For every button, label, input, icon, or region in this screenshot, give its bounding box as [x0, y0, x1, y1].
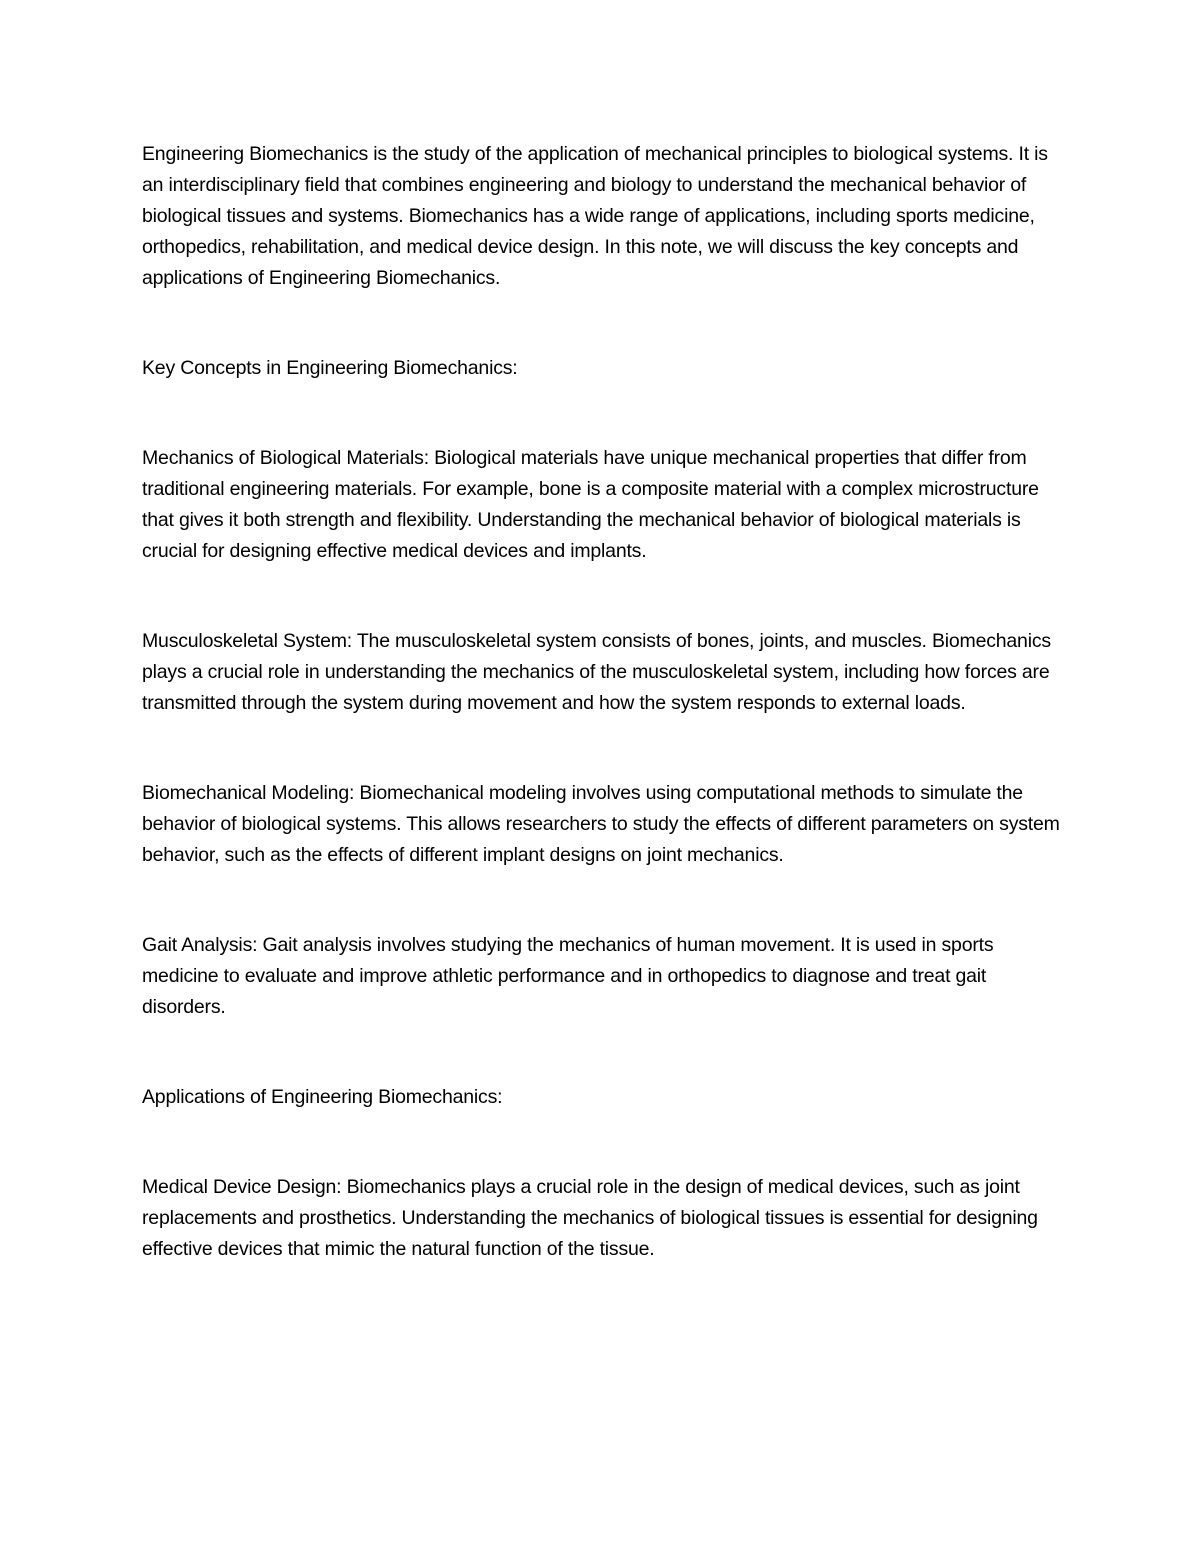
concept-paragraph-materials: Mechanics of Biological Materials: Biological materials have unique mechanical properties that differ from traditional engineering materials. For example, bone is a composite material with a complex microstructure that gives it both strength and flexibility. Understanding the mechanical behavior of biological materials is crucial for designing effective medical devices and implants.: [142, 447, 1039, 562]
paragraph-spacer: [142, 1023, 1067, 1082]
concept-paragraph-gait: Gait Analysis: Gait analysis involves studying the mechanics of human movement. It is used in sports medicine to evaluate and improve athletic performance and in orthopedics to diagnose and treat gait disorders.: [142, 934, 994, 1018]
intro-paragraph: Engineering Biomechanics is the study of the application of mechanical principles to biological systems. It is an interdisciplinary field that combines engineering and biology to understand the mechanical behavior of biological tissues and systems. Biomechanics has a wide range of applications, including sports medicine, orthopedics, rehabilitation, and medical device design. In this note, we will discuss the key concepts and applications of Engineering Biomechanics.: [142, 143, 1048, 289]
paragraph-spacer: [142, 719, 1067, 778]
concept-paragraph-modeling: Biomechanical Modeling: Biomechanical modeling involves using computational methods to simulate the behavior of biological systems. This allows researchers to study the effects of different parameters on system behavior, such as the effects of different implant designs on joint mechanics.: [142, 782, 1060, 866]
applications-heading: Applications of Engineering Biomechanics:: [142, 1086, 503, 1108]
paragraph-spacer: [142, 871, 1067, 930]
paragraph-spacer: [142, 567, 1067, 626]
concept-paragraph-musculoskeletal: Musculoskeletal System: The musculoskeletal system consists of bones, joints, and muscles. Biomechanics plays a crucial role in understanding the mechanics of the musculoskeletal system, including how forces are transmitted through the system during movement and how the system responds to external loads.: [142, 630, 1051, 714]
application-paragraph-device-design: Medical Device Design: Biomechanics plays a crucial role in the design of medical devices, such as joint replacements and prosthetics. Understanding the mechanics of biological tissues is essential for designing effective devices that mimic the natural function of the tissue.: [142, 1176, 1038, 1260]
key-concepts-heading: Key Concepts in Engineering Biomechanics:: [142, 357, 518, 379]
paragraph-spacer: [142, 1113, 1067, 1172]
paragraph-spacer: [142, 384, 1067, 443]
paragraph-spacer: [142, 294, 1067, 353]
document-body: [142, 139, 1067, 1265]
